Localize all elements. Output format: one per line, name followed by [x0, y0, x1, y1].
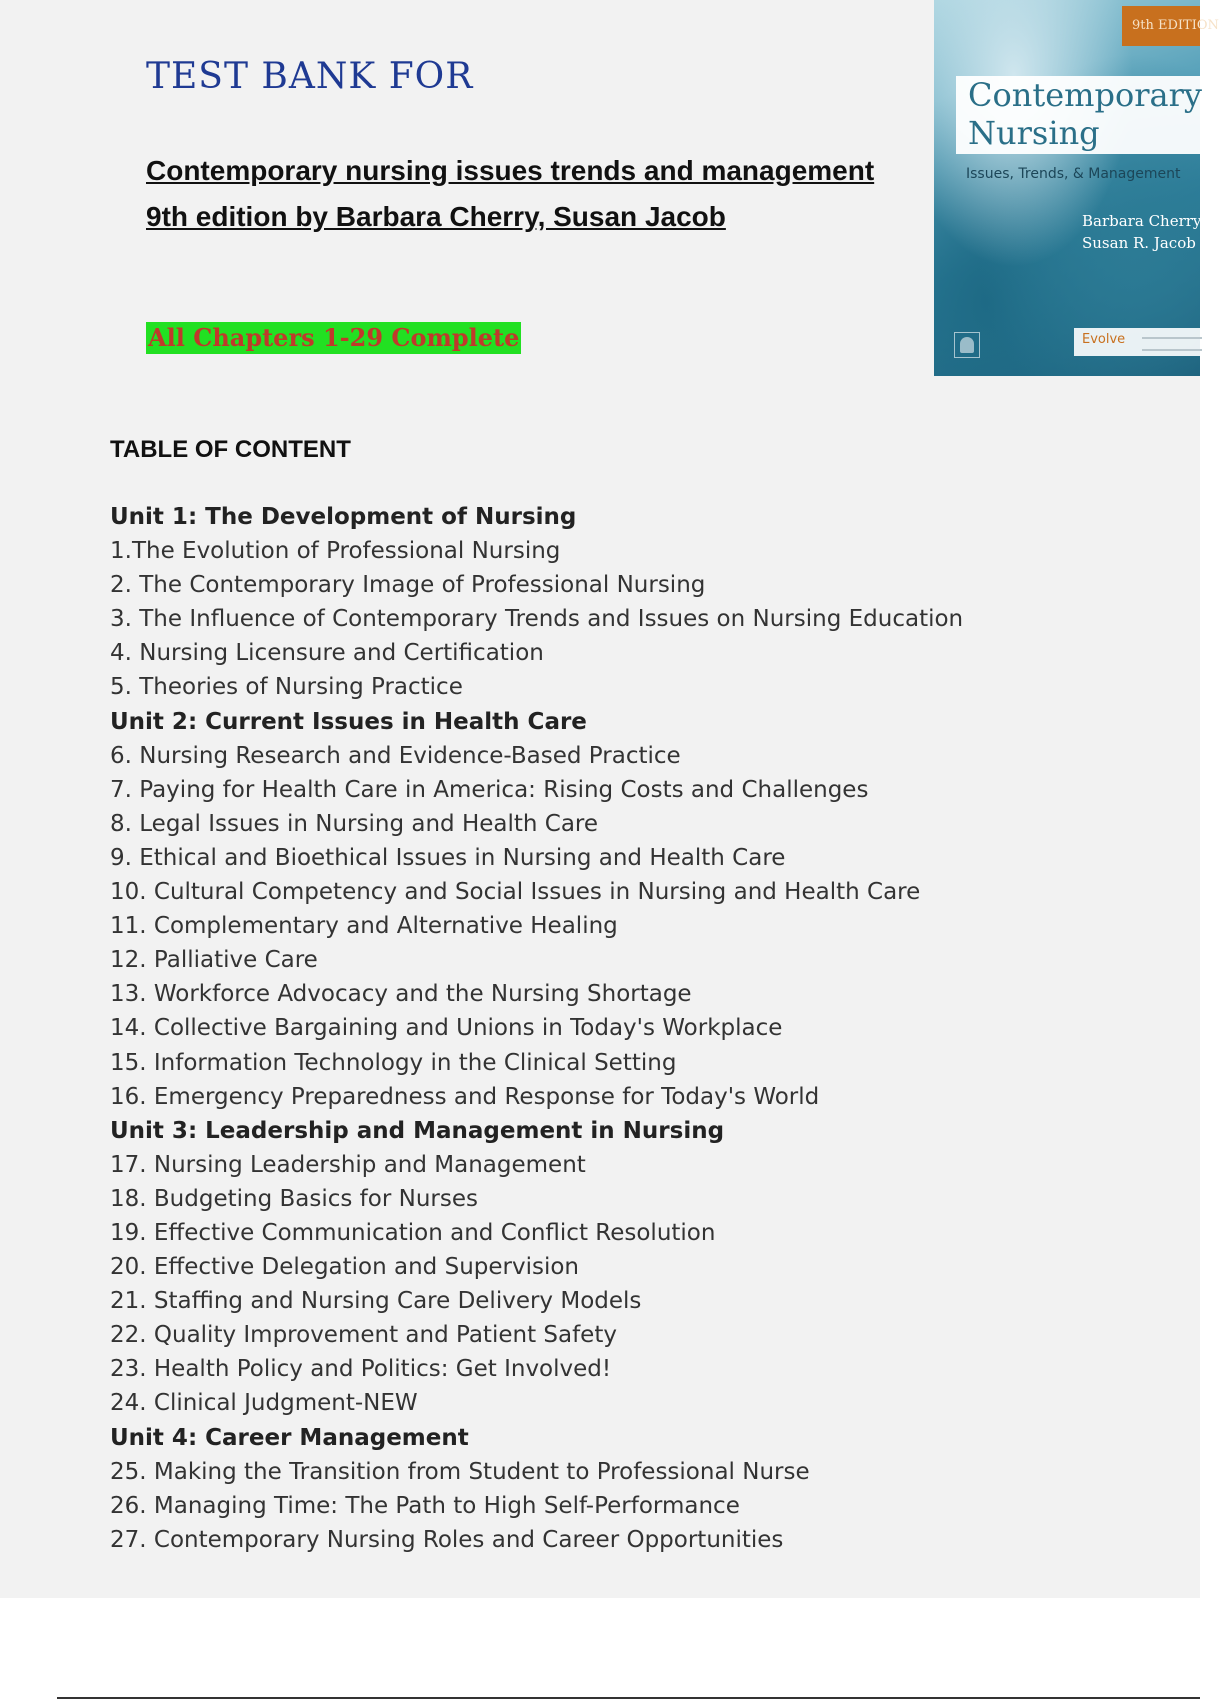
table-of-contents: [110, 500, 963, 1557]
book-title: [146, 148, 874, 240]
toc-chapter-item: 16. Emergency Preparedness and Response for Today's World: [110, 1083, 820, 1110]
toc-unit-heading: Unit 4: Career Management: [110, 1424, 469, 1451]
toc-chapter-item: 20. Effective Delegation and Supervision: [110, 1254, 579, 1281]
toc-chapter-item: 2. The Contemporary Image of Professional Nursing: [110, 572, 706, 599]
toc-chapter-item: 13. Workforce Advocacy and the Nursing Shortage: [110, 981, 692, 1008]
cover-evolve-banner: [1074, 328, 1200, 356]
cover-title-line: Contemporary: [968, 76, 1202, 114]
toc-chapter-item: 23. Health Policy and Politics: Get Involved!: [110, 1356, 612, 1383]
toc-chapter-item: 11. Complementary and Alternative Healing: [110, 913, 618, 940]
toc-chapter-item: 14. Collective Bargaining and Unions in Today's Workplace: [110, 1015, 783, 1042]
book-title-line: Contemporary nursing issues trends and management: [146, 155, 875, 186]
toc-chapter-item: 12. Palliative Care: [110, 947, 318, 974]
cover-evolve-label: Evolve: [1082, 332, 1126, 347]
chapters-badge: All Chapters 1-29 Complete: [148, 323, 520, 352]
cover-edition-label: 9th EDITION: [1122, 6, 1200, 46]
toc-chapter-item: 6. Nursing Research and Evidence-Based Practice: [110, 742, 681, 769]
toc-unit-heading: Unit 2: Current Issues in Health Care: [110, 708, 587, 735]
toc-chapter-item: 24. Clinical Judgment-NEW: [110, 1390, 418, 1417]
footer-divider: [57, 1697, 1200, 1699]
toc-chapter-item: 25. Making the Transition from Student to Professional Nurse: [110, 1458, 810, 1485]
toc-chapter-item: 3. The Influence of Contemporary Trends and Issues on Nursing Education: [110, 606, 964, 633]
cover-title-line: Nursing: [968, 114, 1100, 152]
page-title: TEST BANK FOR: [146, 56, 474, 97]
toc-chapter-item: 21. Staffing and Nursing Care Delivery Models: [110, 1288, 642, 1315]
cover-subtitle: Issues, Trends, & Management: [966, 166, 1181, 182]
cover-author: Barbara Cherry: [1082, 212, 1202, 230]
toc-unit-heading: Unit 3: Leadership and Management in Nursing: [110, 1117, 725, 1144]
toc-chapter-item: 22. Quality Improvement and Patient Safety: [110, 1322, 617, 1349]
book-title-line: 9th edition by Barbara Cherry, Susan Jacob: [146, 201, 726, 232]
publisher-logo-icon: [954, 332, 980, 358]
cover-author: Susan R. Jacob: [1082, 234, 1196, 252]
toc-chapter-item: 27. Contemporary Nursing Roles and Career Opportunities: [110, 1526, 784, 1553]
toc-chapter-item: 26. Managing Time: The Path to High Self-Performance: [110, 1492, 740, 1519]
toc-chapter-item: 17. Nursing Leadership and Management: [110, 1151, 586, 1178]
book-cover-image: [934, 0, 1219, 376]
toc-chapter-item: 1.The Evolution of Professional Nursing: [110, 538, 561, 565]
toc-chapter-item: 7. Paying for Health Care in America: Rising Costs and Challenges: [110, 776, 869, 803]
toc-chapter-item: 15. Information Technology in the Clinical Setting: [110, 1049, 677, 1076]
toc-unit-heading: Unit 1: The Development of Nursing: [110, 504, 577, 530]
toc-chapter-item: 10. Cultural Competency and Social Issues in Nursing and Health Care: [110, 879, 921, 906]
toc-chapter-item: 19. Effective Communication and Conflict Resolution: [110, 1219, 716, 1246]
toc-chapter-item: 8. Legal Issues in Nursing and Health Care: [110, 810, 599, 837]
toc-chapter-item: 18. Budgeting Basics for Nurses: [110, 1185, 478, 1212]
cover-title: [956, 76, 1200, 154]
toc-chapter-item: 9. Ethical and Bioethical Issues in Nursing and Health Care: [110, 844, 786, 871]
toc-chapter-item: 5. Theories of Nursing Practice: [110, 674, 463, 701]
toc-heading: TABLE OF CONTENT: [110, 436, 351, 463]
cover-evolve-fineprint: [1142, 337, 1202, 351]
toc-chapter-item: 4. Nursing Licensure and Certification: [110, 640, 544, 667]
cover-authors: [1082, 210, 1201, 254]
